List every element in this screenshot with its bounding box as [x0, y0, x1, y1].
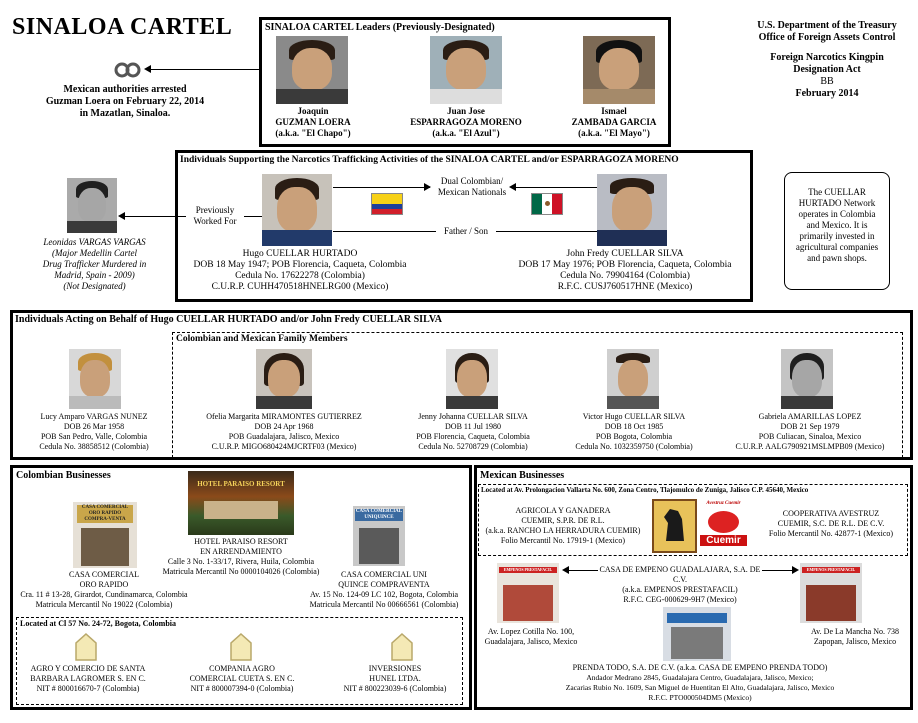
horse-icon — [654, 501, 695, 551]
company-building-icon — [230, 633, 252, 661]
arrest-line-3: in Mazatlan, Sinaloa. — [79, 108, 171, 119]
cooperativa-line-2: CUEMIR, S.C. DE R.L. DE C.V. — [777, 519, 885, 528]
photo-hugo-cuellar — [262, 174, 332, 246]
photo-leonidas-vargas — [67, 178, 117, 233]
family-member — [392, 412, 554, 452]
leader-firstname: Joaquin — [297, 106, 329, 116]
oro-line-2: ORO RAPIDO — [79, 580, 129, 589]
agricola-line-4: Folio Mercantil No. 17919-1 (Mexico) — [500, 536, 626, 545]
leader-card — [396, 106, 536, 139]
empeno-connector-right — [762, 570, 792, 571]
agency-line-2: Office of Foreign Assets Control — [758, 32, 896, 43]
member-id: C.U.R.P. AALG790921MSLMPB09 (Mexico) — [735, 442, 885, 451]
empeno-details — [598, 565, 762, 605]
vargas-line: Leonidas VARGAS VARGAS — [43, 237, 146, 247]
empeno-line-2: (a.k.a. EMPENOS PRESTAFACIL) — [622, 585, 738, 594]
photo-john-cuellar — [597, 174, 667, 246]
acting-title: Individuals Acting on Behalf of Hugo CUELLAR HURTADO and/or John Fredy CUELLAR SILVA — [15, 314, 442, 325]
bogota-company — [18, 664, 158, 694]
uni-line-3: Av. 15 No. 124-09 LC 102, Bogota, Colombia — [310, 590, 458, 599]
john-rfc: R.F.C. CUSJ760517HNE (Mexico) — [557, 282, 693, 292]
empeno-line-3: R.F.C. CEG-000629-9H7 (Mexico) — [623, 595, 737, 604]
uni-line-2: QUINCE COMPRAVENTA — [338, 580, 430, 589]
supporting-title: Individuals Supporting the Narcotics Trafficking Activities of the SINALOA CARTEL and/or ESPARRAGOZA MORENO — [180, 155, 679, 165]
nationals-label: Dual Colombian/ Mexican Nationals — [437, 176, 507, 197]
lopez-line-2: Guadalajara, Jalisco, Mexico — [484, 637, 578, 646]
rancho-herradura-logo — [652, 499, 697, 553]
member-name: Victor Hugo CUELLAR SILVA — [582, 412, 686, 421]
john-cedula: Cedula No. 79904164 (Colombia) — [560, 271, 690, 281]
hugo-cedula: Cedula No. 17622278 (Colombia) — [235, 271, 365, 281]
member-name: Gabriela AMARILLAS LOPEZ — [758, 412, 862, 421]
member-id: Cedula No. 52708729 (Colombia) — [418, 442, 528, 451]
cooperativa-logo-top: Avestruz Cuemir — [706, 501, 741, 506]
empenos-sign-right: EMPENOS PRESTAFACIL — [802, 567, 860, 573]
oro-line-3: Cra. 11 # 13-28, Girardot, Cundinamarca, Colombia — [20, 590, 188, 599]
member-dob: DOB 21 Sep 1979 — [780, 422, 840, 431]
prenda-line-2: Andador Medrano 2845, Guadalajara Centro, Guadalajara, Jalisco, Mexico; — [586, 673, 814, 682]
agency-header — [738, 20, 916, 100]
bogota-company — [330, 664, 460, 694]
hugo-details — [180, 249, 420, 293]
previously-worked-label: Previously Worked For — [186, 205, 244, 227]
uniquince-sign: CASA COMERCIAL UNIQUINCE — [355, 509, 403, 520]
leader-alias: (a.k.a. "El Azul") — [432, 128, 500, 138]
hotel-line-3: Calle 3 No. 1-33/17, Rivera, Huila, Colombia — [167, 557, 315, 566]
vargas-line: Madrid, Spain - 2009) — [54, 270, 135, 280]
mexican-businesses-title: Mexican Businesses — [480, 470, 565, 481]
act-line-2: Designation Act — [793, 64, 861, 75]
member-id: C.U.R.P. MIGO680424MJCRTF03 (Mexico) — [211, 442, 357, 451]
photo-gabriela-amarillas — [781, 349, 833, 409]
arrow-left-icon — [562, 566, 569, 574]
leader-surname: GUZMAN LOERA — [275, 117, 351, 127]
hotel-line-2: EN ARRENDAMIENTO — [200, 547, 282, 556]
arrest-connector — [150, 69, 260, 70]
colombian-businesses-title: Colombian Businesses — [16, 470, 111, 481]
company-line-1: AGRO Y COMERCIO DE SANTA — [30, 664, 146, 673]
lopez-cotilla-address — [478, 627, 584, 647]
oro-rapido-sign: CASA COMERCIAL ORO RAPIDO COMPRA-VENTA — [77, 505, 133, 523]
company-line-1: INVERSIONES — [368, 664, 422, 673]
oro-line-1: CASA COMERCIAL — [68, 570, 139, 579]
mexico-flag-icon — [531, 193, 563, 215]
mancha-line-1: Av. De La Mancha No. 738 — [811, 627, 899, 636]
mancha-line-2: Zapopan, Jalisco, Mexico — [813, 637, 897, 646]
leader-card — [559, 106, 669, 139]
member-dob: DOB 18 Oct 1985 — [604, 422, 664, 431]
member-pob: POB Culiacan, Sinaloa, Mexico — [758, 432, 862, 441]
agricola-details — [480, 506, 646, 546]
prenda-todo-photo — [663, 607, 731, 661]
arrest-line-2: Guzman Loera on February 22, 2014 — [45, 96, 205, 107]
arrest-line-1: Mexican authorities arrested — [63, 84, 187, 95]
member-name: Ofelia Margarita MIRAMONTES GUTIERREZ — [206, 412, 362, 421]
photo-ofelia-miramontes — [256, 349, 312, 409]
hotel-paraiso-photo — [188, 471, 294, 535]
member-pob: POB Bogota, Colombia — [595, 432, 673, 441]
family-member — [720, 412, 900, 452]
member-dob: DOB 26 Mar 1958 — [63, 422, 125, 431]
prenda-line-1: PRENDA TODO, S.A. DE C.V. (a.k.a. CASA DE EMPENO PRENDA TODO) — [572, 663, 828, 672]
lopez-line-1: Av. Lopez Cotilla No. 100, — [487, 627, 575, 636]
arrest-note — [30, 84, 220, 120]
john-dob: DOB 17 May 1976; POB Florencia, Caqueta, Colombia — [518, 260, 732, 270]
tlajomulco-location-title: Located at Av. Prolongacion Vallarta No. 600, Zona Centro, Tlajomulco de Zuniga, Jalisco C.P. 45640, Mexico — [481, 486, 809, 494]
leader-alias: (a.k.a. "El Chapo") — [275, 128, 351, 138]
photo-esparragoza — [430, 36, 502, 104]
leader-firstname: Juan Jose — [447, 106, 485, 116]
empeno-line-1: CASA DE EMPENO GUADALAJARA, S.A. DE C.V. — [599, 565, 761, 584]
hugo-dob: DOB 18 May 1947; POB Florencia, Caqueta, Colombia — [193, 260, 407, 270]
john-name: John Fredy CUELLAR SILVA — [566, 249, 684, 259]
document-date: February 2014 — [795, 88, 859, 99]
agricola-line-3: (a.k.a. RANCHO LA HERRADURA CUEMIR) — [485, 526, 641, 535]
agency-line-1: U.S. Department of the Treasury — [757, 20, 897, 31]
company-line-2: HUNEL LTDA. — [369, 674, 421, 683]
photo-jenny-cuellar — [446, 349, 498, 409]
hotel-line-4: Matricula Mercantil No 0000104026 (Colombia) — [162, 567, 320, 576]
member-id: Cedula No. 1032359750 (Colombia) — [575, 442, 693, 451]
uniquince-photo — [353, 506, 405, 566]
company-building-icon — [391, 633, 413, 661]
leader-card — [258, 106, 368, 139]
member-name: Jenny Johanna CUELLAR SILVA — [418, 412, 528, 421]
cooperativa-details — [756, 509, 906, 539]
arrow-left-icon — [118, 212, 125, 220]
member-pob: POB Guadalajara, Jalisco, Mexico — [228, 432, 340, 441]
prenda-line-3: Zacarias Rubio No. 1609, San Miguel de Huentitan El Alto, Guadalajara, Jalisco, Mexico — [565, 683, 835, 692]
cooperativa-logo-text: Cuemir — [700, 535, 747, 546]
leader-firstname: Ismael — [601, 106, 627, 116]
prenda-todo-details — [520, 663, 880, 703]
company-line-1: COMPANIA AGRO — [209, 664, 275, 673]
company-line-3: NIT # 800007394-0 (Colombia) — [190, 684, 294, 693]
member-pob: POB San Pedro, Valle, Colombia — [40, 432, 148, 441]
hugo-name: Hugo CUELLAR HURTADO — [242, 249, 358, 259]
agricola-line-1: AGRICOLA Y GANADERA — [515, 506, 611, 515]
vargas-line: (Not Designated) — [63, 281, 126, 291]
vargas-line: Drug Trafficker Murdered in — [42, 259, 147, 269]
uni-line-1: CASA COMERCIAL UNI — [341, 570, 427, 579]
vargas-line: (Major Medellin Cartel — [52, 248, 137, 258]
john-details — [500, 249, 750, 293]
page-title: SINALOA CARTEL — [12, 14, 233, 40]
hotel-paraiso-sign: HOTEL PARAISO RESORT — [197, 480, 285, 488]
photo-guzman — [276, 36, 348, 104]
uniquince-details — [300, 570, 468, 610]
photo-zambada — [583, 36, 655, 104]
de-la-mancha-photo — [800, 563, 862, 623]
empeno-connector-left — [568, 570, 598, 571]
company-line-3: NIT # 800016670-7 (Colombia) — [36, 684, 140, 693]
act-line-1: Foreign Narcotics Kingpin — [770, 52, 884, 63]
leaders-title: SINALOA CARTEL Leaders (Previously-Designated) — [265, 22, 495, 33]
photo-lucy-vargas — [69, 349, 121, 409]
oro-line-4: Matricula Mercantil No 19022 (Colombia) — [35, 600, 173, 609]
hugo-curp: C.U.R.P. CUHH470518HNELRG00 (Mexico) — [211, 282, 389, 292]
arrow-right-icon — [792, 566, 799, 574]
connector-hugo-nationals — [333, 187, 430, 188]
leader-surname: ZAMBADA GARCIA — [571, 117, 657, 127]
family-title: Colombian and Mexican Family Members — [176, 334, 348, 344]
handcuffs-icon — [113, 60, 143, 80]
network-note: The CUELLAR HURTADO Network operates in Colombia and Mexico. It is primarily invested in agricultural companies and pawn shops. — [784, 172, 890, 290]
lopez-cotilla-photo — [497, 563, 559, 623]
empenos-sign-left: EMPENOS PRESTAFACIL — [499, 567, 557, 573]
cooperativa-logo — [700, 499, 747, 553]
de-la-mancha-address — [800, 627, 910, 647]
hotel-line-1: HOTEL PARAISO RESORT — [194, 537, 288, 546]
colombia-flag-icon — [371, 193, 403, 215]
agricola-line-2: CUEMIR, S.P.R. DE R.L. — [521, 516, 605, 525]
family-member — [14, 412, 174, 452]
company-line-2: COMERCIAL CUETA S. EN C. — [189, 674, 295, 683]
connector-john-nationals — [514, 187, 597, 188]
family-member — [190, 412, 378, 452]
leader-alias: (a.k.a. "El Mayo") — [578, 128, 650, 138]
member-pob: POB Florencia, Caqueta, Colombia — [416, 432, 530, 441]
bogota-location-title: Located at Cl 57 No. 24-72, Bogota, Colombia — [20, 619, 176, 628]
bogota-company — [172, 664, 312, 694]
cooperativa-line-1: COOPERATIVA AVESTRUZ — [782, 509, 880, 518]
prenda-line-4: R.F.C. PTO000504DM5 (Mexico) — [648, 693, 752, 702]
member-dob: DOB 11 Jul 1980 — [445, 422, 501, 431]
father-son-label: Father / Son — [436, 226, 496, 237]
company-line-3: NIT # 800223039-6 (Colombia) — [343, 684, 447, 693]
document-code: BB — [820, 76, 834, 87]
leader-surname: ESPARRAGOZA MORENO — [410, 117, 522, 127]
company-line-2: BARBARA LAGROMER S. EN C. — [30, 674, 146, 683]
member-dob: DOB 24 Apr 1968 — [254, 422, 314, 431]
member-id: Cedula No. 38858512 (Colombia) — [39, 442, 149, 451]
vargas-note — [22, 237, 167, 292]
uni-line-4: Matricula Mercantil No 00666561 (Colombia) — [309, 600, 459, 609]
member-name: Lucy Amparo VARGAS NUNEZ — [40, 412, 148, 421]
oro-rapido-photo — [73, 502, 137, 568]
family-member — [560, 412, 708, 452]
arrow-left-icon — [144, 65, 151, 73]
company-building-icon — [75, 633, 97, 661]
cooperativa-line-3: Folio Mercantil No. 42877-1 (Mexico) — [768, 529, 894, 538]
photo-victor-cuellar — [607, 349, 659, 409]
